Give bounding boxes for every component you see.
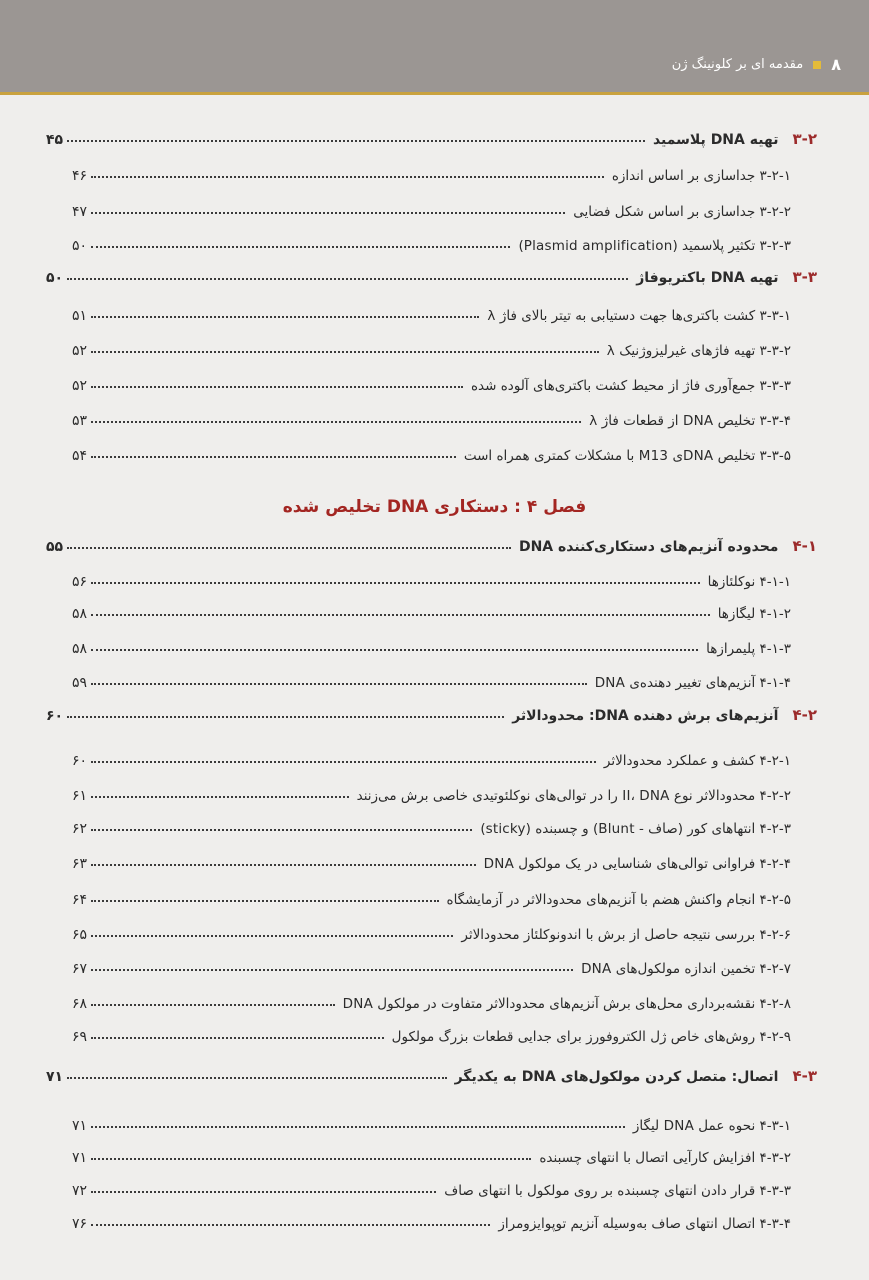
entry-title: ۴-۲-۸ نقشه‌برداری محل‌های برش آنزیم‌های محدودالاثر متفاوت در مولکول DNA: [342, 996, 791, 1012]
entry-title: تهیه DNA باکتریوفاژ: [636, 270, 779, 286]
dot-leader: [91, 1037, 384, 1039]
dot-leader: [67, 140, 645, 142]
toc-subsection-row: [72, 566, 791, 590]
entry-title: ۴-۳-۳ قرار دادن انتهای چسبنده بر روی مولکول با انتهای صاف: [444, 1183, 791, 1199]
toc-section-row: [46, 531, 817, 555]
page-ref: ۶۰: [46, 708, 64, 724]
page-ref: ۵۸: [72, 606, 88, 622]
toc-subsection-row: [72, 953, 791, 977]
page-ref: ۵۲: [72, 343, 88, 359]
page-ref: ۵۰: [46, 270, 64, 286]
page-ref: ۴۷: [72, 204, 88, 220]
dot-leader: [91, 456, 456, 458]
page-ref: ۵۰: [72, 238, 88, 254]
toc-subsection-row: [72, 440, 791, 464]
chapter-heading: فصل ۴ : دستکاری DNA تخلیص شده: [282, 497, 587, 517]
page-ref: ۷۱: [46, 1069, 64, 1085]
page-ref: ۵۳: [72, 413, 88, 429]
dot-leader: [91, 935, 453, 937]
page-ref: ۶۸: [72, 996, 88, 1012]
section-number: ۳-۲: [792, 130, 817, 148]
toc-subsection-row: [72, 988, 791, 1012]
page-ref: ۴۶: [72, 168, 88, 184]
dot-leader: [91, 969, 573, 971]
toc-subsection-row: [72, 598, 791, 622]
page-ref: ۷۱: [72, 1118, 88, 1134]
toc-subsection-row: [72, 1175, 791, 1199]
dot-leader: [91, 351, 599, 353]
page-ref: ۵۱: [72, 308, 88, 324]
dot-leader: [91, 1224, 490, 1226]
entry-title: ۴-۲-۴ فراوانی توالی‌های شناسایی در یک مولکول DNA: [483, 856, 791, 872]
dot-leader: [91, 582, 700, 584]
toc-subsection-row: [72, 1021, 791, 1045]
toc-section-row: [46, 1061, 817, 1085]
toc-subsection-row: [72, 1142, 791, 1166]
dot-leader: [67, 547, 511, 549]
entry-title: آنزیم‌های برش دهنده DNA: محدودالاثر: [512, 708, 779, 724]
page-ref: ۵۹: [72, 675, 88, 691]
page-ref: ۵۲: [72, 378, 88, 394]
section-number: ۴-۳: [792, 1067, 817, 1085]
entry-title: ۴-۲-۵ انجام واکنش هضم با آنزیم‌های محدودالاثر در آزمایشگاه: [446, 892, 791, 908]
entry-title: ۴-۱-۴ آنزیم‌های تغییر دهنده‌ی DNA: [594, 675, 791, 691]
dot-leader: [91, 1191, 436, 1193]
dot-leader: [67, 716, 504, 718]
dot-leader: [91, 614, 710, 616]
book-title: مقدمه ای بر کلونینگ ژن: [671, 57, 804, 72]
toc-subsection-row: [72, 848, 791, 872]
entry-title: ۳-۳-۵ تخلیص DNAی M13 با مشکلات کمتری همراه است: [463, 448, 791, 464]
dot-leader: [91, 864, 476, 866]
entry-title: اتصال: متصل کردن مولکول‌های DNA به یکدیگر: [454, 1069, 779, 1085]
dot-leader: [91, 316, 479, 318]
page-ref: ۶۰: [72, 753, 88, 769]
toc-subsection-row: [72, 335, 791, 359]
toc-section-row: [46, 262, 817, 286]
dot-leader: [91, 212, 565, 214]
toc-subsection-row: [72, 196, 791, 220]
toc-subsection-row: [72, 230, 791, 254]
entry-title: ۴-۳-۱ نحوه عمل DNA لیگاز: [632, 1118, 791, 1134]
dot-leader: [91, 683, 587, 685]
toc-subsection-row: [72, 370, 791, 394]
toc-subsection-row: [72, 667, 791, 691]
toc-subsection-row: [72, 780, 791, 804]
entry-title: ۳-۳-۱ کشت باکتری‌ها جهت دستیابی به تیتر بالای فاژ λ: [487, 308, 791, 324]
entry-title: محدوده آنزیم‌های دستکاری‌کننده DNA: [518, 539, 779, 555]
page-ref: ۶۳: [72, 856, 88, 872]
entry-title: ۴-۲-۷ تخمین اندازه مولکول‌های DNA: [581, 961, 791, 977]
toc-subsection-row: [72, 884, 791, 908]
toc-subsection-row: [72, 919, 791, 943]
entry-title: ۴-۲-۱ کشف و عملکرد محدودالاثر: [603, 753, 791, 769]
toc-section-row: [46, 700, 817, 724]
entry-title: ۴-۳-۲ افزایش کارآیی اتصال با انتهای چسبنده: [539, 1150, 791, 1166]
page-ref: ۵۴: [72, 448, 88, 464]
page-ref: ۴۵: [46, 132, 64, 148]
dot-leader: [91, 1004, 335, 1006]
toc-subsection-row: [72, 633, 791, 657]
page-ref: ۶۹: [72, 1029, 88, 1045]
toc-subsection-row: [72, 745, 791, 769]
section-number: ۴-۲: [792, 706, 817, 724]
toc-subsection-row: [72, 300, 791, 324]
entry-title: ۴-۱-۳ پلیمرازها: [706, 641, 791, 657]
toc-subsection-row: [72, 813, 791, 837]
dot-leader: [91, 246, 510, 248]
toc-subsection-row: [72, 405, 791, 429]
dot-leader: [91, 1126, 625, 1128]
entry-title: ۳-۲-۲ جداسازی بر اساس شکل فضایی: [573, 204, 791, 220]
page-ref: ۷۶: [72, 1216, 88, 1232]
entry-title: ۳-۲-۳ تکثیر پلاسمید (Plasmid amplification): [518, 238, 791, 254]
entry-title: ۴-۳-۴ اتصال انتهای صاف به‌وسیله آنزیم توپوایزومراز: [498, 1216, 791, 1232]
page-ref: ۶۲: [72, 821, 88, 837]
dot-leader: [91, 1158, 531, 1160]
page-ref: ۵۸: [72, 641, 88, 657]
entry-title: ۳-۳-۲ تهیه فاژهای غیرلیزوژنیک λ: [606, 343, 791, 359]
dot-leader: [67, 278, 628, 280]
dot-leader: [91, 796, 349, 798]
entry-title: ۴-۱-۱ نوکلئازها: [707, 574, 791, 590]
entry-title: ۴-۲-۲ محدودالاثر نوع II، DNA را در توالی‌های نوکلئوتیدی خاصی برش می‌زنند: [356, 788, 791, 804]
toc-subsection-row: [72, 160, 791, 184]
entry-title: ۳-۲-۱ جداسازی بر اساس اندازه: [611, 168, 791, 184]
entry-title: ۳-۳-۳ جمع‌آوری فاژ از محیط کشت باکتری‌های آلوده شده: [470, 378, 791, 394]
toc-subsection-row: [72, 1208, 791, 1232]
page-ref: ۶۵: [72, 927, 88, 943]
section-number: ۴-۱: [792, 537, 817, 555]
page-ref: ۵۵: [46, 539, 64, 555]
dot-leader: [91, 421, 581, 423]
dot-leader: [91, 649, 698, 651]
page-number: ۸: [831, 55, 841, 74]
page-ref: ۷۲: [72, 1183, 88, 1199]
dot-leader: [91, 900, 438, 902]
entry-title: ۴-۲-۶ بررسی نتیجه حاصل از برش با اندونوکلئاز محدودالاثر: [461, 927, 791, 943]
dot-leader: [91, 761, 596, 763]
dot-leader: [67, 1077, 447, 1079]
page-ref: ۶۱: [72, 788, 88, 804]
dot-leader: [91, 176, 604, 178]
entry-title: تهیه DNA پلاسمید: [652, 132, 779, 148]
toc-subsection-row: [72, 1110, 791, 1134]
page-ref: ۵۶: [72, 574, 88, 590]
page-ref: ۷۱: [72, 1150, 88, 1166]
dot-leader: [91, 829, 472, 831]
entry-title: ۳-۳-۴ تخلیص DNA از قطعات فاژ λ: [589, 413, 791, 429]
toc-section-row: [46, 124, 817, 148]
section-number: ۳-۳: [792, 268, 817, 286]
page-ref: ۶۷: [72, 961, 88, 977]
dot-leader: [91, 386, 463, 388]
entry-title: ۴-۲-۳ انتهاهای کور (صاف - Blunt) و چسبنده (sticky): [480, 821, 791, 837]
entry-title: ۴-۱-۲ لیگازها: [717, 606, 791, 622]
page-ref: ۶۴: [72, 892, 88, 908]
entry-title: ۴-۲-۹ روش‌های خاص ژل الکتروفورز برای جدایی قطعات بزرگ مولکول: [391, 1029, 791, 1045]
